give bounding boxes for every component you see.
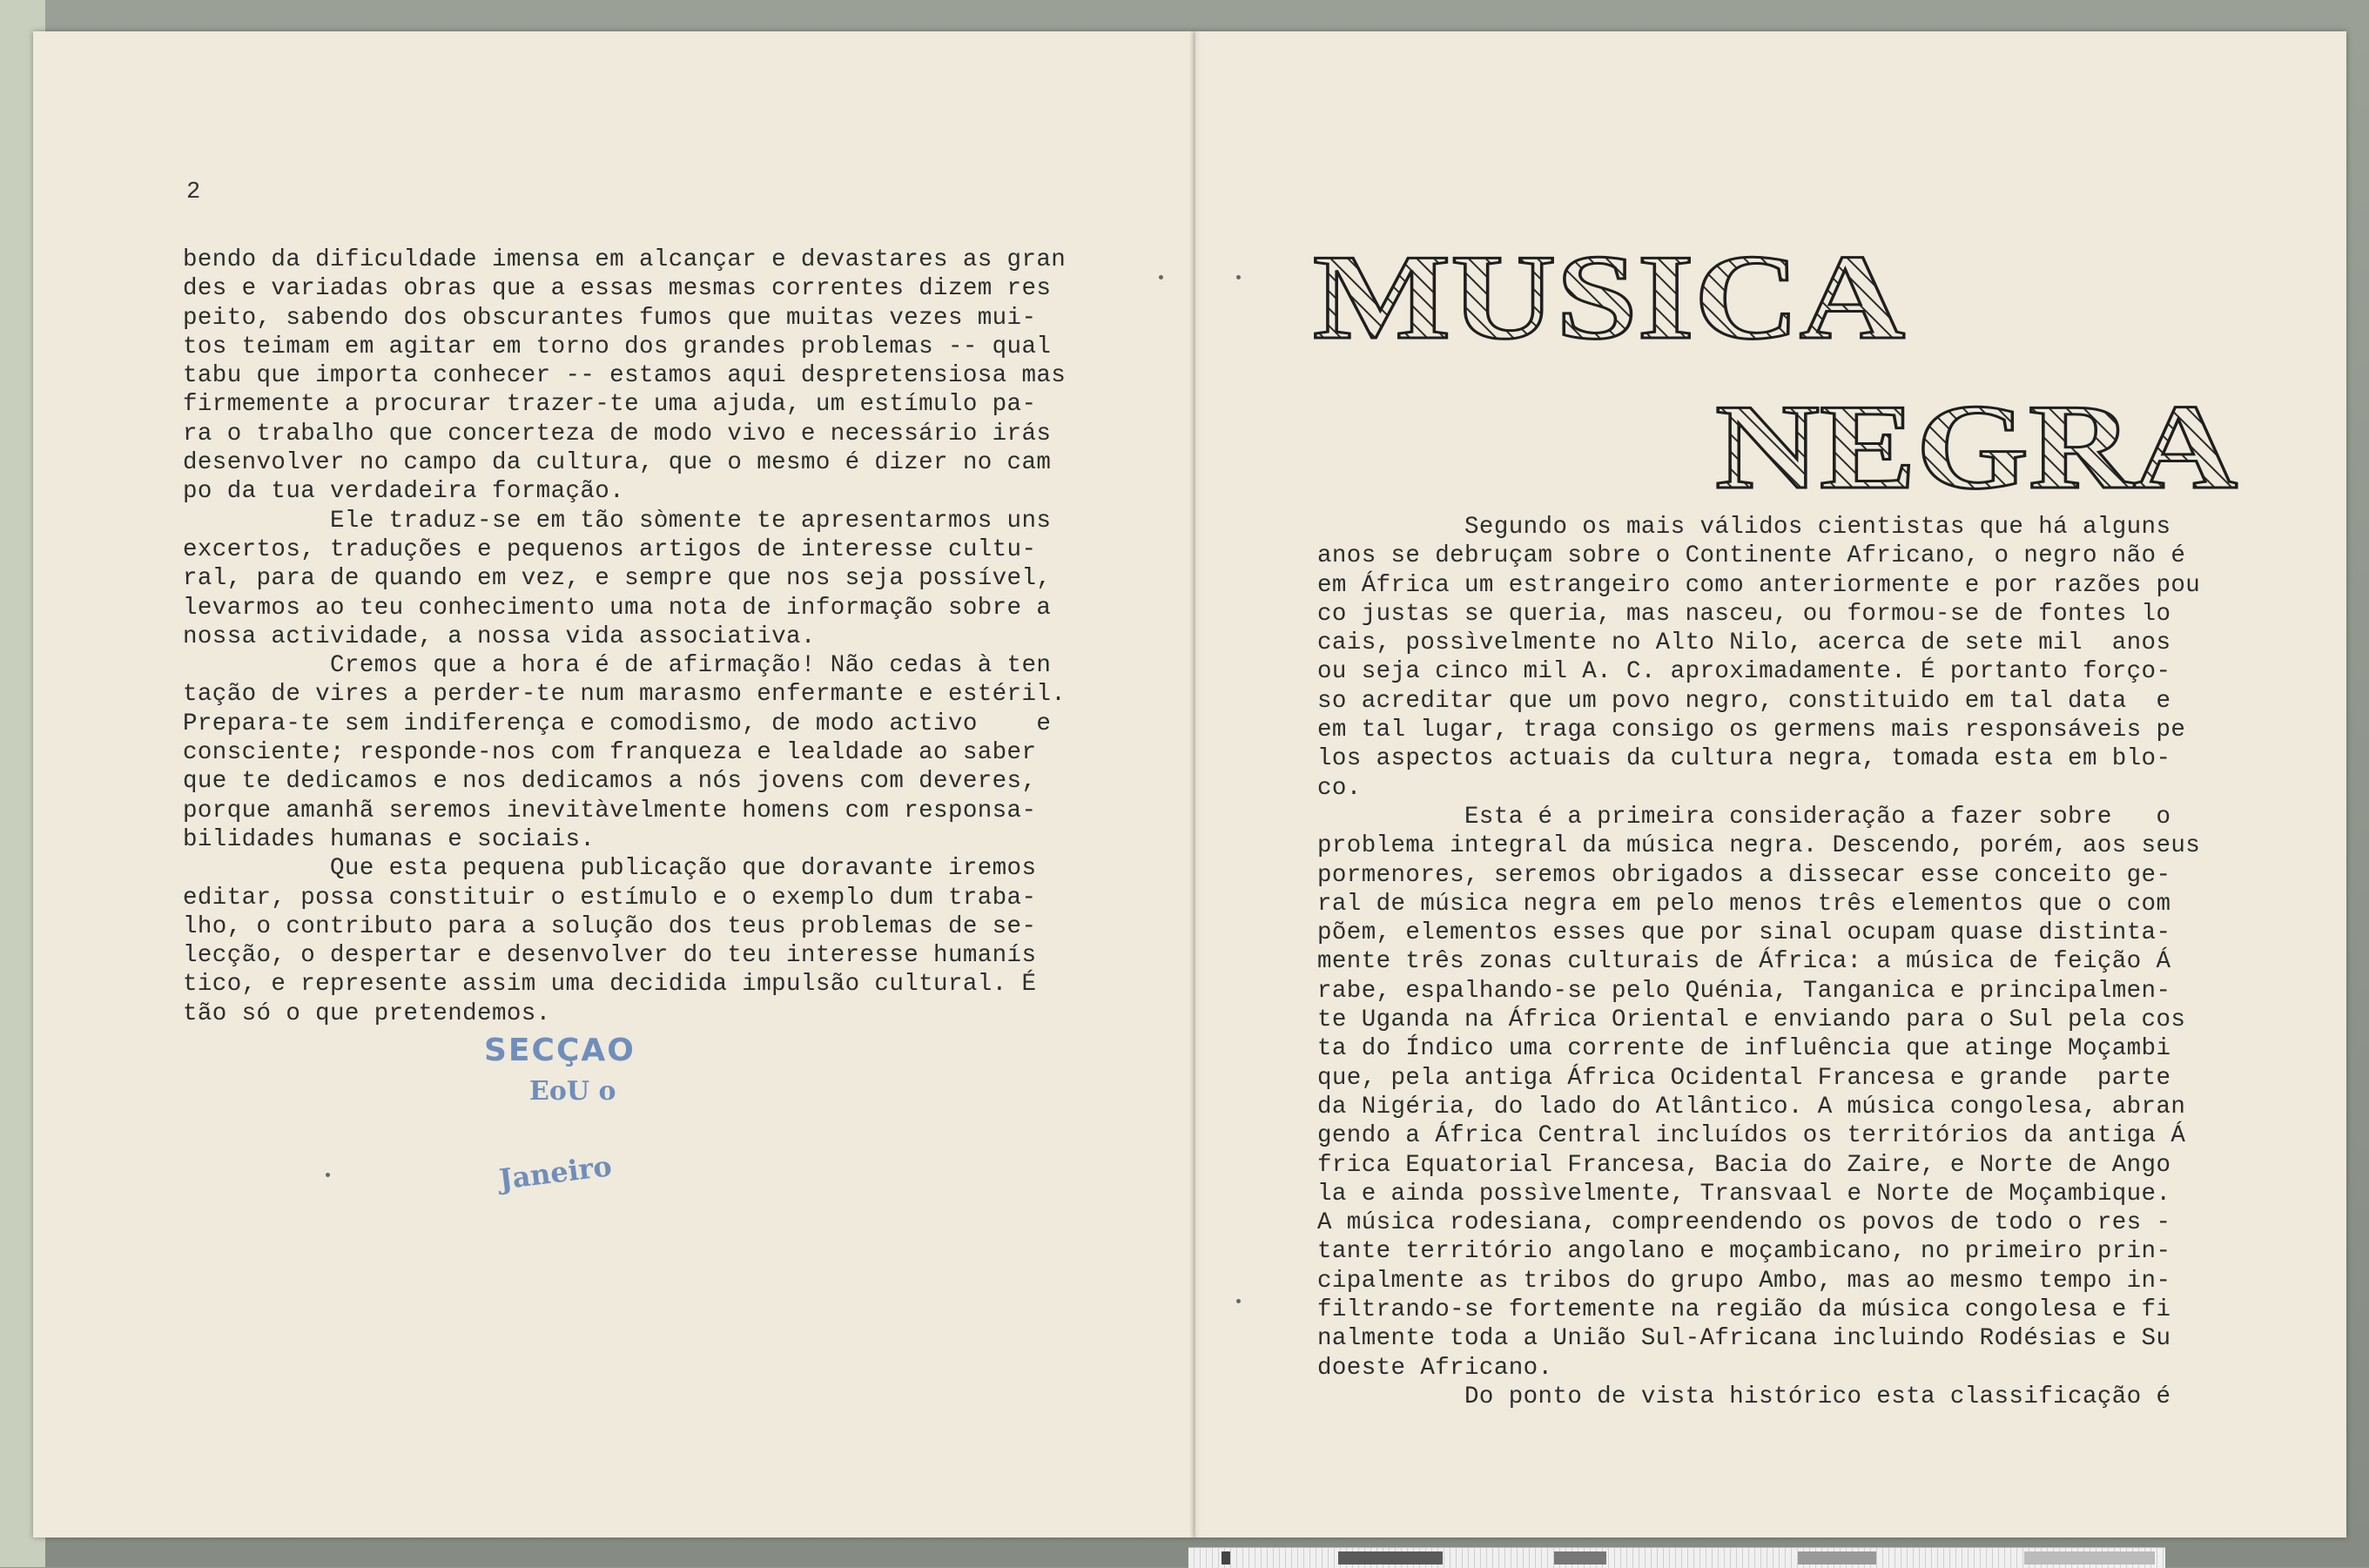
title-word-musica: MUSICA xyxy=(1313,235,1905,365)
page-fold xyxy=(1189,31,1201,1538)
title-graphic xyxy=(1306,235,2246,505)
ruler-mark xyxy=(1338,1551,1443,1565)
stamp-line-3: Janeiro xyxy=(497,1149,614,1196)
ink-dot xyxy=(326,1173,330,1177)
ruler-mark xyxy=(1222,1551,1230,1565)
stamp-line-2: EoU o xyxy=(529,1076,616,1107)
right-page-body-text: Segundo os mais válidos cientistas que há alguns anos se debruçam sobre o Continente Africano, o negro não é em África um estrangeiro como anteriormente e por razões pou co justas se queria, mas nasceu, ou formou-se de fontes lo cais, possìvelmente no Alto Nilo, acerca de sete mil anos ou seja cinco mil A. C. aproximadamente. É portanto forço- so acreditar que um povo negro, constituido em tal data e em tal lugar, traga consigo os germens mais responsáveis pe los aspectos actuais da cultura negra, tomada esta em blo- co. Esta é a primeira consideração a fazer sobre o problema integral da música negra. Descendo, porém, aos seus pormenores, seremos obrigados a dissecar esse conceito ge- ral de música negra em pelo menos três elementos que o com põem, elementos esses que por sinal ocupam quase distinta- mente três zonas culturais de África: a música de feição Á rabe, espalhando-se pelo Quénia, Tanganica e principalmen- te Uganda na África Oriental e enviando para o Sul pela cos ta do Índico uma corrente de influência que atinge Moçambi que, pela antiga África Ocidental Francesa e grande parte da Nigéria, do lado do Atlântico. A música congolesa, abran gendo a África Central incluídos os territórios da antiga Á frica Equatorial Francesa, Bacia do Zaire, e Norte de Ango la e ainda possìvelmente, Transvaal e Norte de Moçambique. A música rodesiana, compreendendo os povos de todo o res - tante território angolano e moçambicano, no primeiro prin- cipalmente as tribos do grupo Ambo, mas ao mesmo tempo in- filtrando-se fortemente na região da música congolesa e fi nalmente toda a União Sul-Africana incluindo Rodésias e Su doeste Africano. Do ponto de vista histórico esta classificação é xyxy=(1317,514,2201,1410)
ink-dot xyxy=(1236,275,1241,279)
page-number: 2 xyxy=(186,179,201,205)
scanner-ruler xyxy=(1188,1547,2165,1568)
ruler-mark xyxy=(2024,1551,2155,1565)
title-word-negra: NEGRA xyxy=(1715,380,2238,505)
left-page-body-text: bendo da dificuldade imensa em alcançar e devastares as gran des e variadas obras que a essas mesmas correntes dizem res peito, sabendo dos obscurantes fumos que muitas vezes mui- tos teimam em agitar em torno dos grandes problemas -- qual tabu que importa conhecer -- estamos aqui despretensiosa mas firmemente a procurar trazer-te uma ajuda, um estímulo pa- ra o trabalho que concerteza de modo vivo e necessário irás desenvolver no campo da cultura, que o mesmo é dizer no cam po da tua verdadeira formação. Ele traduz-se em tão sòmente te apresentarmos uns excertos, traduções e pequenos artigos de interesse cultu- ral, para de quando em vez, e sempre que nos seja possível, levarmos ao teu conhecimento uma nota de informação sobre a nossa actividade, a nossa vida associativa. Cremos que a hora é de afirmação! Não cedas à ten tação de vires a perder-te num marasmo enfermante e estéril. Prepara-te sem indiferença e comodismo, de modo activo e consciente; responde-nos com franqueza e lealdade ao saber que te dedicamos e nos dedicamos a nós jovens com deveres, porque amanhã seremos inevitàvelmente homens com responsa- bilidades humanas e sociais. Que esta pequena publicação que doravante iremos editar, possa constituir o estímulo e o exemplo dum traba- lho, o contributo para a solução dos teus problemas de se- lecção, o despertar e desenvolver do teu interesse humanís tico, e represente assim uma decidida impulsão cultural. É tão só o que pretendemos. xyxy=(183,246,1067,1027)
stamp-line-1: SECÇAO xyxy=(484,1033,636,1068)
ruler-mark xyxy=(1554,1551,1606,1565)
ink-dot xyxy=(1159,275,1163,279)
ruler-mark xyxy=(1798,1551,1876,1565)
ink-dot xyxy=(1236,1299,1241,1303)
